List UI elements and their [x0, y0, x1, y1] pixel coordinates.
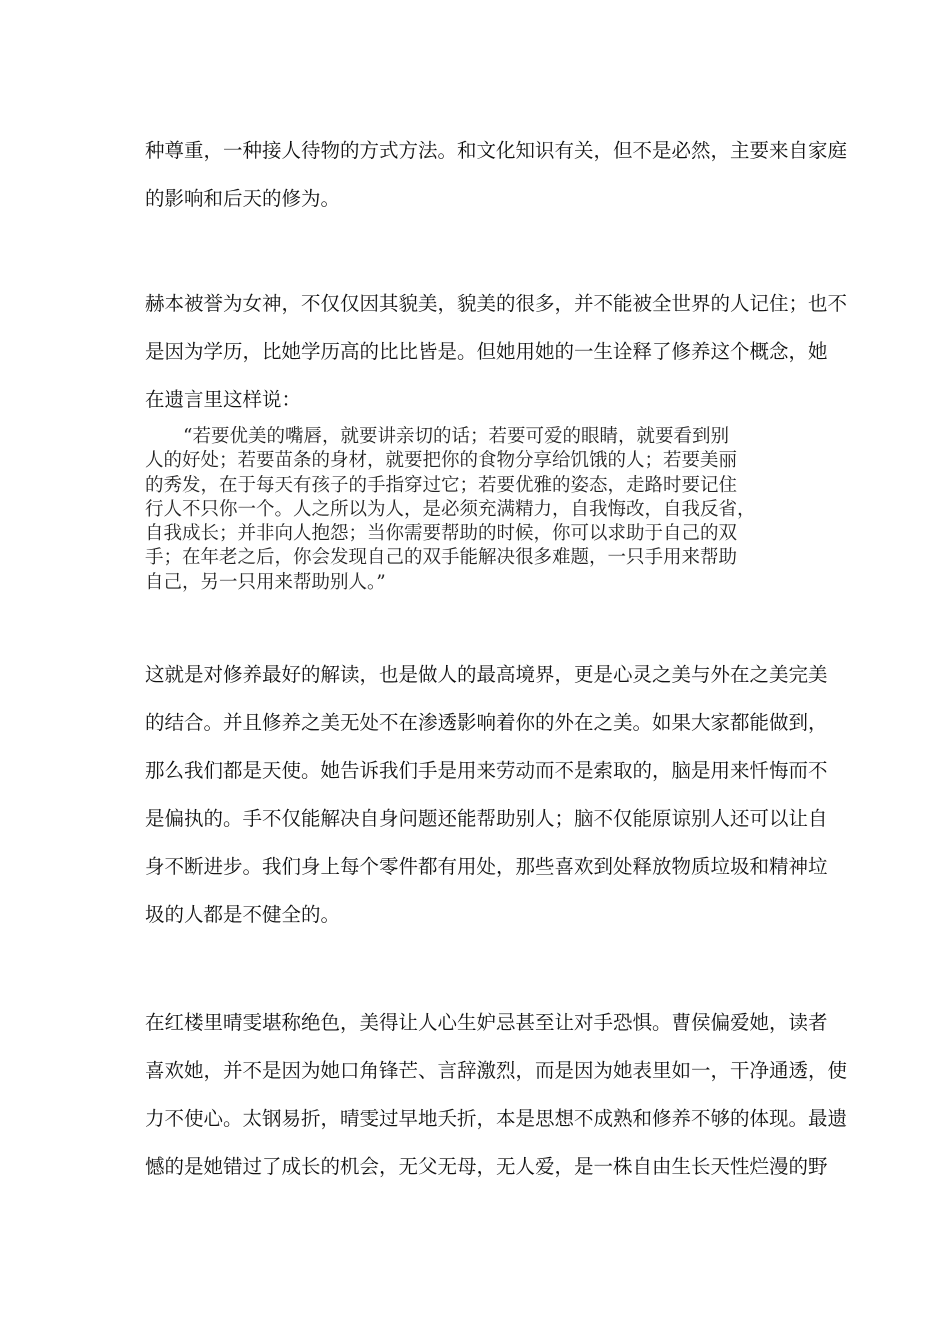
paragraph-3-line-5: 身不断进步。我们身上每个零件都有用处，那些喜欢到处释放物质垃圾和精神垃: [145, 855, 828, 878]
quote-line-7: 自己，另一只用来帮助别人。”: [145, 571, 386, 593]
paragraph-1-line-1: 种尊重，一种接人待物的方式方法。和文化知识有关，但不是必然，主要来自家庭: [145, 139, 848, 162]
paragraph-4-line-1: 在红楼里晴雯堪称绝色，美得让人心生妒忌甚至让对手恐惧。曹侯偏爱她，读者: [145, 1011, 828, 1034]
paragraph-3-line-3: 那么我们都是天使。她告诉我们手是用来劳动而不是索取的，脑是用来忏悔而不: [145, 759, 828, 782]
paragraph-2-line-2: 是因为学历，比她学历高的比比皆是。但她用她的一生诠释了修养这个概念，她: [145, 340, 828, 363]
quote-line-2: 人的好处；若要苗条的身材，就要把你的食物分享给饥饿的人；若要美丽: [145, 450, 738, 472]
quote-line-3: 的秀发，在于每天有孩子的手指穿过它；若要优雅的姿态，走路时要记住: [145, 474, 738, 496]
paragraph-4-line-3: 力不使心。太钢易折，晴雯过早地夭折，本是思想不成熟和修养不够的体现。最遗: [145, 1107, 848, 1130]
paragraph-2-line-1: 赫本被誉为女神，不仅仅因其貌美，貌美的很多，并不能被全世界的人记住；也不: [145, 292, 848, 315]
quote-line-6: 手；在年老之后，你会发现自己的双手能解决很多难题，一只手用来帮助: [145, 547, 738, 569]
quote-line-5: 自我成长；并非向人抱怨；当你需要帮助的时候，你可以求助于自己的双: [145, 523, 738, 545]
paragraph-4-line-4: 憾的是她错过了成长的机会，无父无母，无人爱，是一株自由生长天性烂漫的野: [145, 1155, 828, 1178]
paragraph-1-line-2: 的影响和后天的修为。: [145, 187, 341, 210]
paragraph-3-line-4: 是偏执的。手不仅能解决自身问题还能帮助别人；脑不仅能原谅别人还可以让自: [145, 807, 828, 830]
paragraph-3-line-2: 的结合。并且修养之美无处不在渗透影响着你的外在之美。如果大家都能做到，: [145, 711, 828, 734]
paragraph-4-line-2: 喜欢她，并不是因为她口角锋芒、言辞激烈，而是因为她表里如一，干净通透，使: [145, 1059, 848, 1082]
paragraph-3-line-6: 圾的人都是不健全的。: [145, 903, 341, 926]
quote-block: [145, 425, 815, 595]
quote-line-4: 行人不只你一个。人之所以为人，是必须充满精力，自我悔改，自我反省，: [145, 498, 756, 520]
quote-line-1: “若要优美的嘴唇，就要讲亲切的话；若要可爱的眼睛，就要看到别: [183, 426, 729, 447]
paragraph-3-line-1: 这就是对修养最好的解读，也是做人的最高境界，更是心灵之美与外在之美完美: [145, 663, 828, 686]
paragraph-2-line-3: 在遗言里这样说：: [145, 388, 302, 411]
